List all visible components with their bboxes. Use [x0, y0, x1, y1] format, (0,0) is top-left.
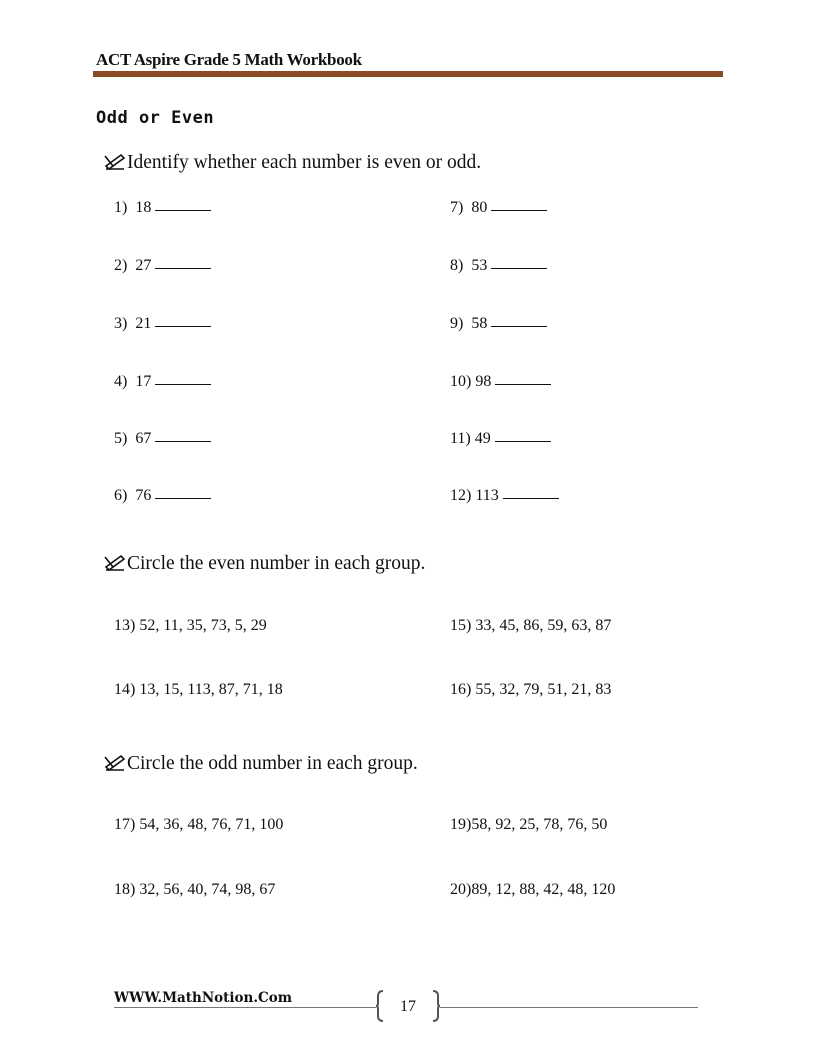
header-rule	[93, 71, 723, 77]
question-value: 113	[475, 487, 499, 504]
question-18: 18) 32, 56, 40, 74, 98, 67	[114, 881, 276, 898]
question-value: 18	[135, 199, 152, 216]
question-value: 27	[135, 257, 152, 274]
question-number: 8)	[450, 257, 464, 274]
question-value: 80	[471, 199, 488, 216]
answer-blank[interactable]	[155, 209, 211, 211]
question-value: 49	[474, 430, 491, 447]
question-value: 58	[471, 315, 488, 332]
question-15: 15) 33, 45, 86, 59, 63, 87	[450, 617, 612, 634]
question-value: 98	[475, 373, 492, 390]
answer-blank[interactable]	[155, 325, 211, 327]
page-title: Odd or Even	[96, 108, 215, 128]
question-5	[114, 430, 211, 448]
question-20: 20)89, 12, 88, 42, 48, 120	[450, 881, 616, 898]
question-value: 53	[471, 257, 488, 274]
workbook-title: ACT Aspire Grade 5 Math Workbook	[96, 50, 362, 69]
pencil-icon	[104, 753, 126, 771]
question-4	[114, 373, 211, 391]
instruction-circle-even	[104, 553, 425, 575]
answer-blank[interactable]	[491, 267, 547, 269]
answer-blank[interactable]	[495, 383, 551, 385]
question-number: 3)	[114, 315, 128, 332]
question-7	[450, 199, 547, 217]
question-8	[450, 257, 547, 275]
question-12	[450, 487, 559, 505]
pencil-icon	[104, 152, 126, 170]
footer-website: WWW.MathNotion.Com	[114, 990, 293, 1006]
question-2	[114, 257, 211, 275]
question-number: 6)	[114, 487, 128, 504]
instruction-circle-odd	[104, 753, 418, 775]
question-number: 12)	[450, 487, 472, 504]
question-value: 17	[135, 373, 152, 390]
question-17: 17) 54, 36, 48, 76, 71, 100	[114, 816, 284, 833]
answer-blank[interactable]	[155, 497, 211, 499]
question-number: 1)	[114, 199, 128, 216]
question-value: 76	[135, 487, 152, 504]
question-11	[450, 430, 551, 448]
instruction-text: Circle the odd number in each group.	[127, 753, 418, 774]
question-number: 5)	[114, 430, 128, 447]
question-number: 11)	[450, 430, 471, 447]
question-14: 14) 13, 15, 113, 87, 71, 18	[114, 681, 283, 698]
question-9	[450, 315, 547, 333]
instruction-identify	[104, 152, 481, 174]
answer-blank[interactable]	[155, 383, 211, 385]
instruction-text: Identify whether each number is even or odd.	[127, 152, 482, 173]
question-number: 2)	[114, 257, 128, 274]
answer-blank[interactable]	[491, 325, 547, 327]
left-bracket-icon	[376, 990, 384, 1022]
question-13: 13) 52, 11, 35, 73, 5, 29	[114, 617, 267, 634]
question-number: 7)	[450, 199, 464, 216]
question-10	[450, 373, 551, 391]
question-16: 16) 55, 32, 79, 51, 21, 83	[450, 681, 612, 698]
footer-rule-left	[114, 1007, 376, 1008]
right-bracket-icon	[432, 990, 440, 1022]
footer-rule-right	[440, 1007, 698, 1008]
instruction-text: Circle the even number in each group.	[127, 553, 426, 574]
question-number: 9)	[450, 315, 464, 332]
pencil-icon	[104, 553, 126, 571]
answer-blank[interactable]	[491, 209, 547, 211]
question-3	[114, 315, 211, 333]
question-19: 19)58, 92, 25, 78, 76, 50	[450, 816, 608, 833]
question-value: 67	[135, 430, 152, 447]
question-1	[114, 199, 211, 217]
question-6	[114, 487, 211, 505]
answer-blank[interactable]	[155, 440, 211, 442]
answer-blank[interactable]	[155, 267, 211, 269]
answer-blank[interactable]	[503, 497, 559, 499]
question-number: 4)	[114, 373, 128, 390]
answer-blank[interactable]	[495, 440, 551, 442]
question-value: 21	[135, 315, 152, 332]
question-number: 10)	[450, 373, 472, 390]
page-number: 17	[400, 998, 416, 1015]
